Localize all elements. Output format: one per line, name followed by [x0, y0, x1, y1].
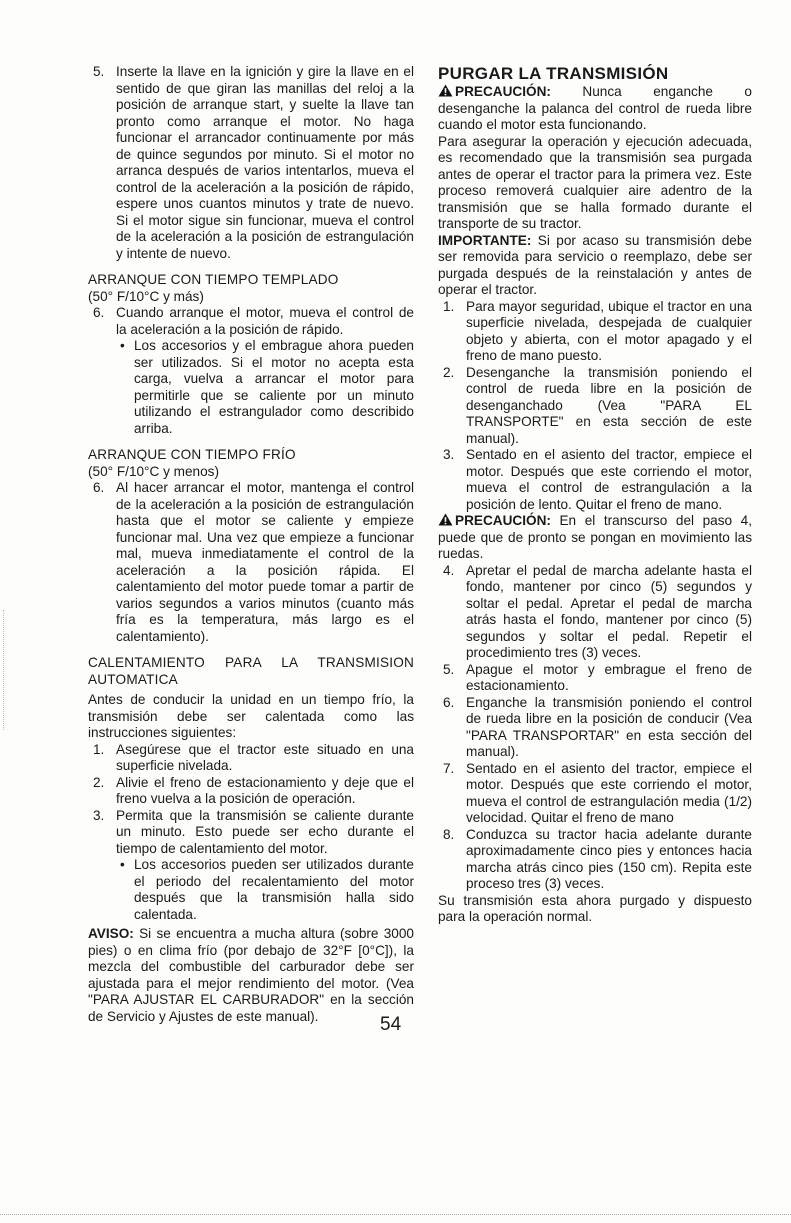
- warning-triangle-icon: [438, 513, 453, 526]
- purge-step-5: [438, 662, 752, 695]
- cold-start-heading: ARRANQUE CON TIEMPO FRÍO: [88, 447, 296, 462]
- left-column: [88, 64, 414, 1025]
- cold-step-6: [88, 480, 414, 645]
- step-number: 2.: [93, 774, 105, 790]
- step-text: Asegúrese que el tractor este situado en una superficie nivelada.: [116, 741, 414, 773]
- step-text: Apague el motor y embrague el freno de estacionamiento.: [466, 661, 752, 693]
- aviso-text: Si se encuentra a mucha altura (sobre 3000 pies) o en clima frío (por debajo de 32°F [0°C]), la mezcla del combustible del carburador debe ser ajustada para el mejor rendimiento del motor. (Vea "PARA AJUSTAR EL CARBURADOR" en la sección de Servicio y Ajustes de este manual).: [88, 926, 414, 1024]
- purge-step-1: [438, 299, 752, 365]
- page-number: 54: [380, 1014, 402, 1035]
- aviso-note: [88, 926, 414, 1025]
- scan-edge-divider: [0, 1214, 791, 1215]
- step-number: 5.: [443, 661, 455, 677]
- section-title: PURGAR LA TRANSMISIÓN: [438, 64, 669, 83]
- step-text: Para mayor seguridad, ubique el tractor en una superficie nivelada, despejada de cualquier objeto y abierta, con el motor apagado y el freno de mano puesto.: [466, 298, 752, 363]
- important-label: IMPORTANTE:: [438, 232, 532, 248]
- step-number: 5.: [93, 64, 105, 79]
- transmission-step-3: [88, 808, 414, 858]
- step-text: Conduzca su tractor hacia adelante durante aproximadamente cinco pies y entonces hacia marcha atrás cinco pies (150 cm). Repita este proceso tres (3) veces.: [466, 826, 752, 891]
- step-number: 4.: [443, 562, 455, 578]
- purge-step-6: [438, 695, 752, 761]
- step-number: 6.: [93, 305, 105, 320]
- step-number: 7.: [443, 760, 455, 776]
- bullet-item: [88, 857, 414, 923]
- step-text: Desenganche la transmisión poniendo el control de rueda libre en la posición de desenganchado (Vea "PARA EL TRANSPORTE" en esta sección de este manual).: [466, 364, 752, 446]
- purge-paragraph: Para asegurar la operación y ejecución adecuada, es recomendado que la transmisión sea purgada antes de operar el tractor para la primera vez. Este proceso removerá cualquier aire adentro de la transmisión que se halla formado durante el transporte de su tractor.: [438, 133, 752, 231]
- aviso-label: AVISO:: [88, 926, 134, 941]
- step-number: 1.: [443, 298, 455, 314]
- step-number: 6.: [443, 694, 455, 710]
- transmission-step-2: [88, 775, 414, 808]
- step-5: [88, 64, 414, 262]
- step-text: Al hacer arrancar el motor, mantenga el control de la aceleración a la posición de estrangulación hasta que el motor se caliente y empieze funcionar mal. Una vez que empieze a funcionar mal, mueva inmediatamente el control de la aceleración a la posición rápida. El calentamiento del motor puede tomar a partir de varios segundos a varios minutos (cuanto más fría es la temperatura, más largo es el calentamiento).: [116, 480, 414, 644]
- bullet-icon: •: [120, 857, 125, 872]
- cold-start-subheading: (50° F/10°C y menos): [88, 463, 219, 479]
- purge-step-7: [438, 761, 752, 827]
- bullet-item: [88, 338, 414, 437]
- step-text: Inserte la llave en la ignición y gire la llave en el sentido de que giran las manillas del reloj a la posición de arranque start, y suelte la llave tan pronto como arranque el motor. No haga funcionar el arrancador continuamente por más de quince segundos por minuto. Si el motor no arranca después de varios intentarlos, mueva el control de la aceleración a la posición de rápido, espere unos cuantos minutos y trate de nuevo. Si el motor sigue sin funcionar, mueva el control de la aceleración a la posición de estrangulación y intente de nuevo.: [116, 64, 414, 261]
- warm-start-heading: ARRANQUE CON TIEMPO TEMPLADO: [88, 272, 339, 287]
- caution-label-wrap: [438, 84, 551, 99]
- scan-margin-mark: [3, 610, 4, 730]
- purge-step-4: [438, 563, 752, 662]
- closing-paragraph: Su transmisión esta ahora purgado y dispuesto para la operación normal.: [438, 892, 752, 924]
- bullet-text: Los accesorios y el embrague ahora pueden ser utilizados. Si el motor no acepta esta carga, vuelva a arrancar el motor para permitirle que se caliente por un minuto utilizando el estrangulador como describido arriba.: [134, 338, 414, 436]
- purge-step-8: [438, 827, 752, 893]
- purge-step-2: [438, 365, 752, 448]
- caution-note-1: [438, 84, 752, 134]
- caution-text: En el transcurso del paso 4, puede que de pronto se pongan en movimiento las ruedas.: [438, 513, 752, 561]
- purge-step-3: [438, 447, 752, 513]
- step-text: Cuando arranque el motor, mueva el control de la aceleración a la posición de rápido.: [116, 305, 414, 337]
- step-number: 3.: [443, 447, 455, 462]
- transmission-step-1: [88, 742, 414, 775]
- caution-label: PRECAUCIÓN:: [455, 513, 551, 528]
- step-number: 3.: [93, 807, 105, 823]
- step-text: Enganche la transmisión poniendo el control de rueda libre en la posición de conducir (Vea "PARA TRANSPORTAR" en esta sección del manual).: [466, 694, 752, 759]
- transmission-warmup-heading: CALENTAMIENTO PARA LA TRANSMISION AUTOMATICA: [88, 655, 414, 687]
- caution-label-wrap: [438, 513, 551, 528]
- step-text: Sentado en el asiento del tractor, empiece el motor. Después que este corriendo el motor, mueva el control de estrangulación a la posición de lento. Quitar el freno de mano.: [466, 447, 752, 512]
- warm-step-6: [88, 305, 414, 338]
- bullet-text: Los accesorios pueden ser utilizados durante el periodo del recalentamiento del motor después que la transmisión halla sido calentada.: [134, 857, 414, 922]
- step-number: 8.: [443, 826, 455, 842]
- step-text: Alivie el freno de estacionamiento y deje que el freno vuelva a la posición de operación.: [116, 774, 414, 806]
- step-text: Sentado en el asiento del tractor, empiece el motor. Después que este corriendo el motor, mueva el control de estrangulación media (1/2) velocidad. Quitar el freno de mano: [466, 760, 752, 825]
- important-text: Si por acaso su transmisión debe ser removida para servicio o reemplazo, debe ser purgada después de la reinstalación y antes de operar el tractor.: [438, 232, 752, 297]
- warm-start-subheading: (50° F/10°C y más): [88, 288, 204, 304]
- important-note: [438, 233, 752, 299]
- right-column: [438, 64, 752, 926]
- warning-triangle-icon: [438, 84, 453, 97]
- caution-label: PRECAUCIÓN:: [455, 84, 551, 99]
- step-number: 2.: [443, 364, 455, 380]
- step-text: Apretar el pedal de marcha adelante hasta el fondo, mantener por cinco (5) segundos y soltar el pedal. Apretar el pedal de marcha atrás hasta el fondo, mantener por cinco (5) segundos y soltar el pedal. Repetir el procedimiento tres (3) veces.: [466, 562, 752, 660]
- caution-text: Nunca enganche o desenganche la palanca del control de rueda libre cuando el motor esta funcionando.: [438, 84, 752, 132]
- caution-note-2: [438, 513, 752, 563]
- step-number: 6.: [93, 480, 105, 495]
- transmission-intro: Antes de conducir la unidad en un tiempo frío, la transmisión debe ser calentada como las instrucciones siguientes:: [88, 692, 414, 740]
- bullet-icon: •: [120, 338, 125, 353]
- step-text: Permita que la transmisión se caliente durante un minuto. Esto puede ser echo durante el tiempo de calentamiento del motor.: [116, 807, 414, 856]
- step-number: 1.: [93, 741, 105, 757]
